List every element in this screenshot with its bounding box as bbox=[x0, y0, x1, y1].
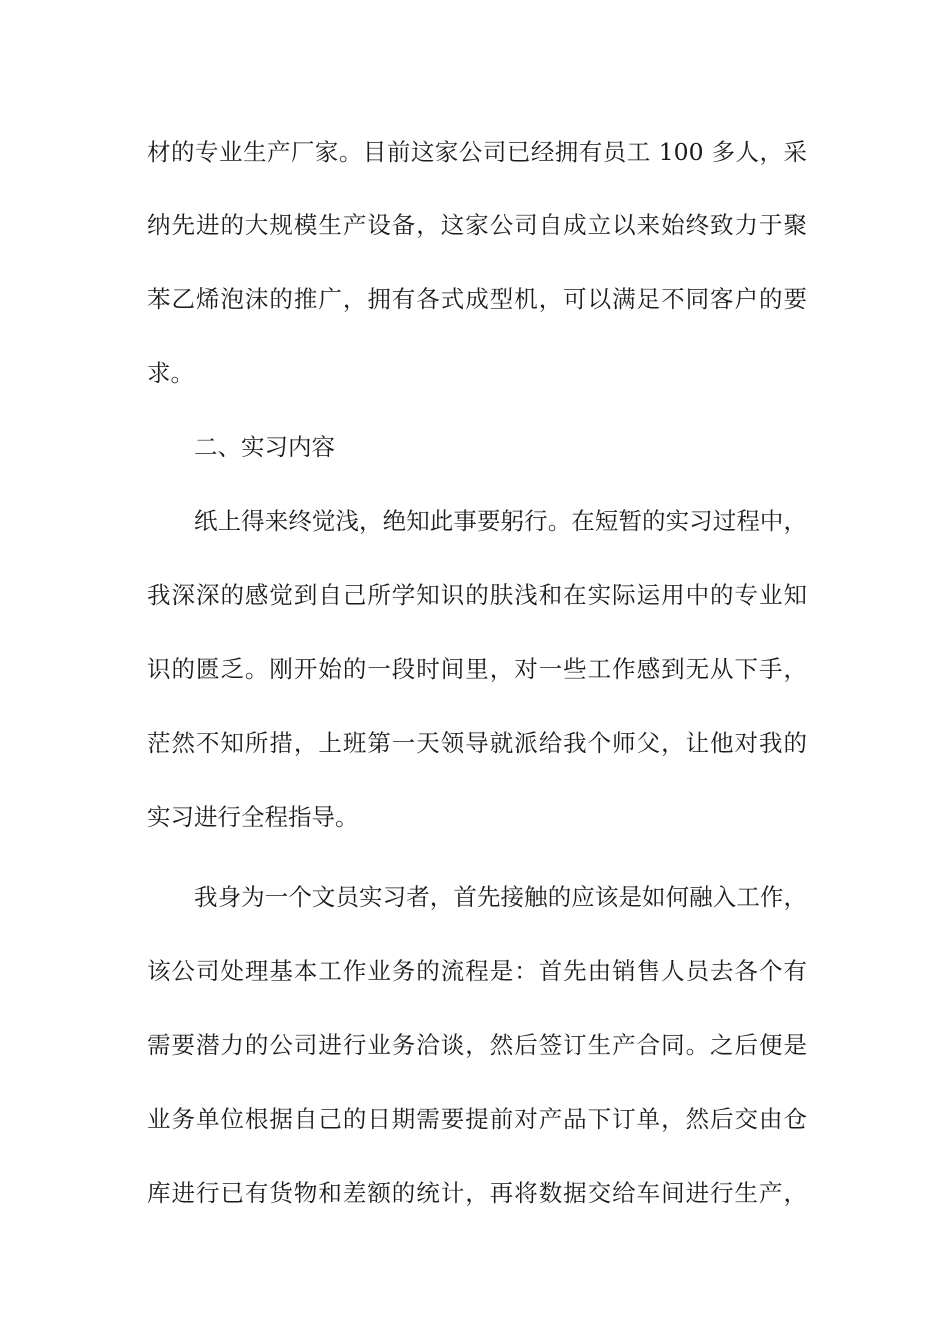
text-line: 业务单位根据自己的日期需要提前对产品下订单，然后交由仓 bbox=[147, 1105, 807, 1133]
text-line: 纸上得来终觉浅，绝知此事要躬行。在短暂的实习过程中， bbox=[194, 507, 807, 535]
text-line: 实习进行全程指导。 bbox=[147, 803, 359, 831]
text-line: 库进行已有货物和差额的统计，再将数据交给车间进行生产， bbox=[147, 1179, 807, 1207]
text-line: 材的专业生产厂家。目前这家公司已经拥有员工 100 多人，采 bbox=[147, 138, 807, 166]
text-line: 求。 bbox=[147, 359, 194, 387]
section-heading: 二、实习内容 bbox=[194, 433, 335, 461]
text-line: 我身为一个文员实习者，首先接触的应该是如何融入工作， bbox=[194, 883, 807, 911]
text-line: 茫然不知所措，上班第一天领导就派给我个师父，让他对我的 bbox=[147, 729, 807, 757]
text-line: 识的匮乏。刚开始的一段时间里，对一些工作感到无从下手， bbox=[147, 655, 807, 683]
text-line: 苯乙烯泡沫的推广，拥有各式成型机，可以满足不同客户的要 bbox=[147, 285, 807, 313]
text-line: 我深深的感觉到自己所学知识的肤浅和在实际运用中的专业知 bbox=[147, 581, 807, 609]
text-line: 需要潜力的公司进行业务洽谈，然后签订生产合同。之后便是 bbox=[147, 1031, 807, 1059]
text-line: 纳先进的大规模生产设备，这家公司自成立以来始终致力于聚 bbox=[147, 211, 807, 239]
text-line: 该公司处理基本工作业务的流程是：首先由销售人员去各个有 bbox=[147, 957, 807, 985]
